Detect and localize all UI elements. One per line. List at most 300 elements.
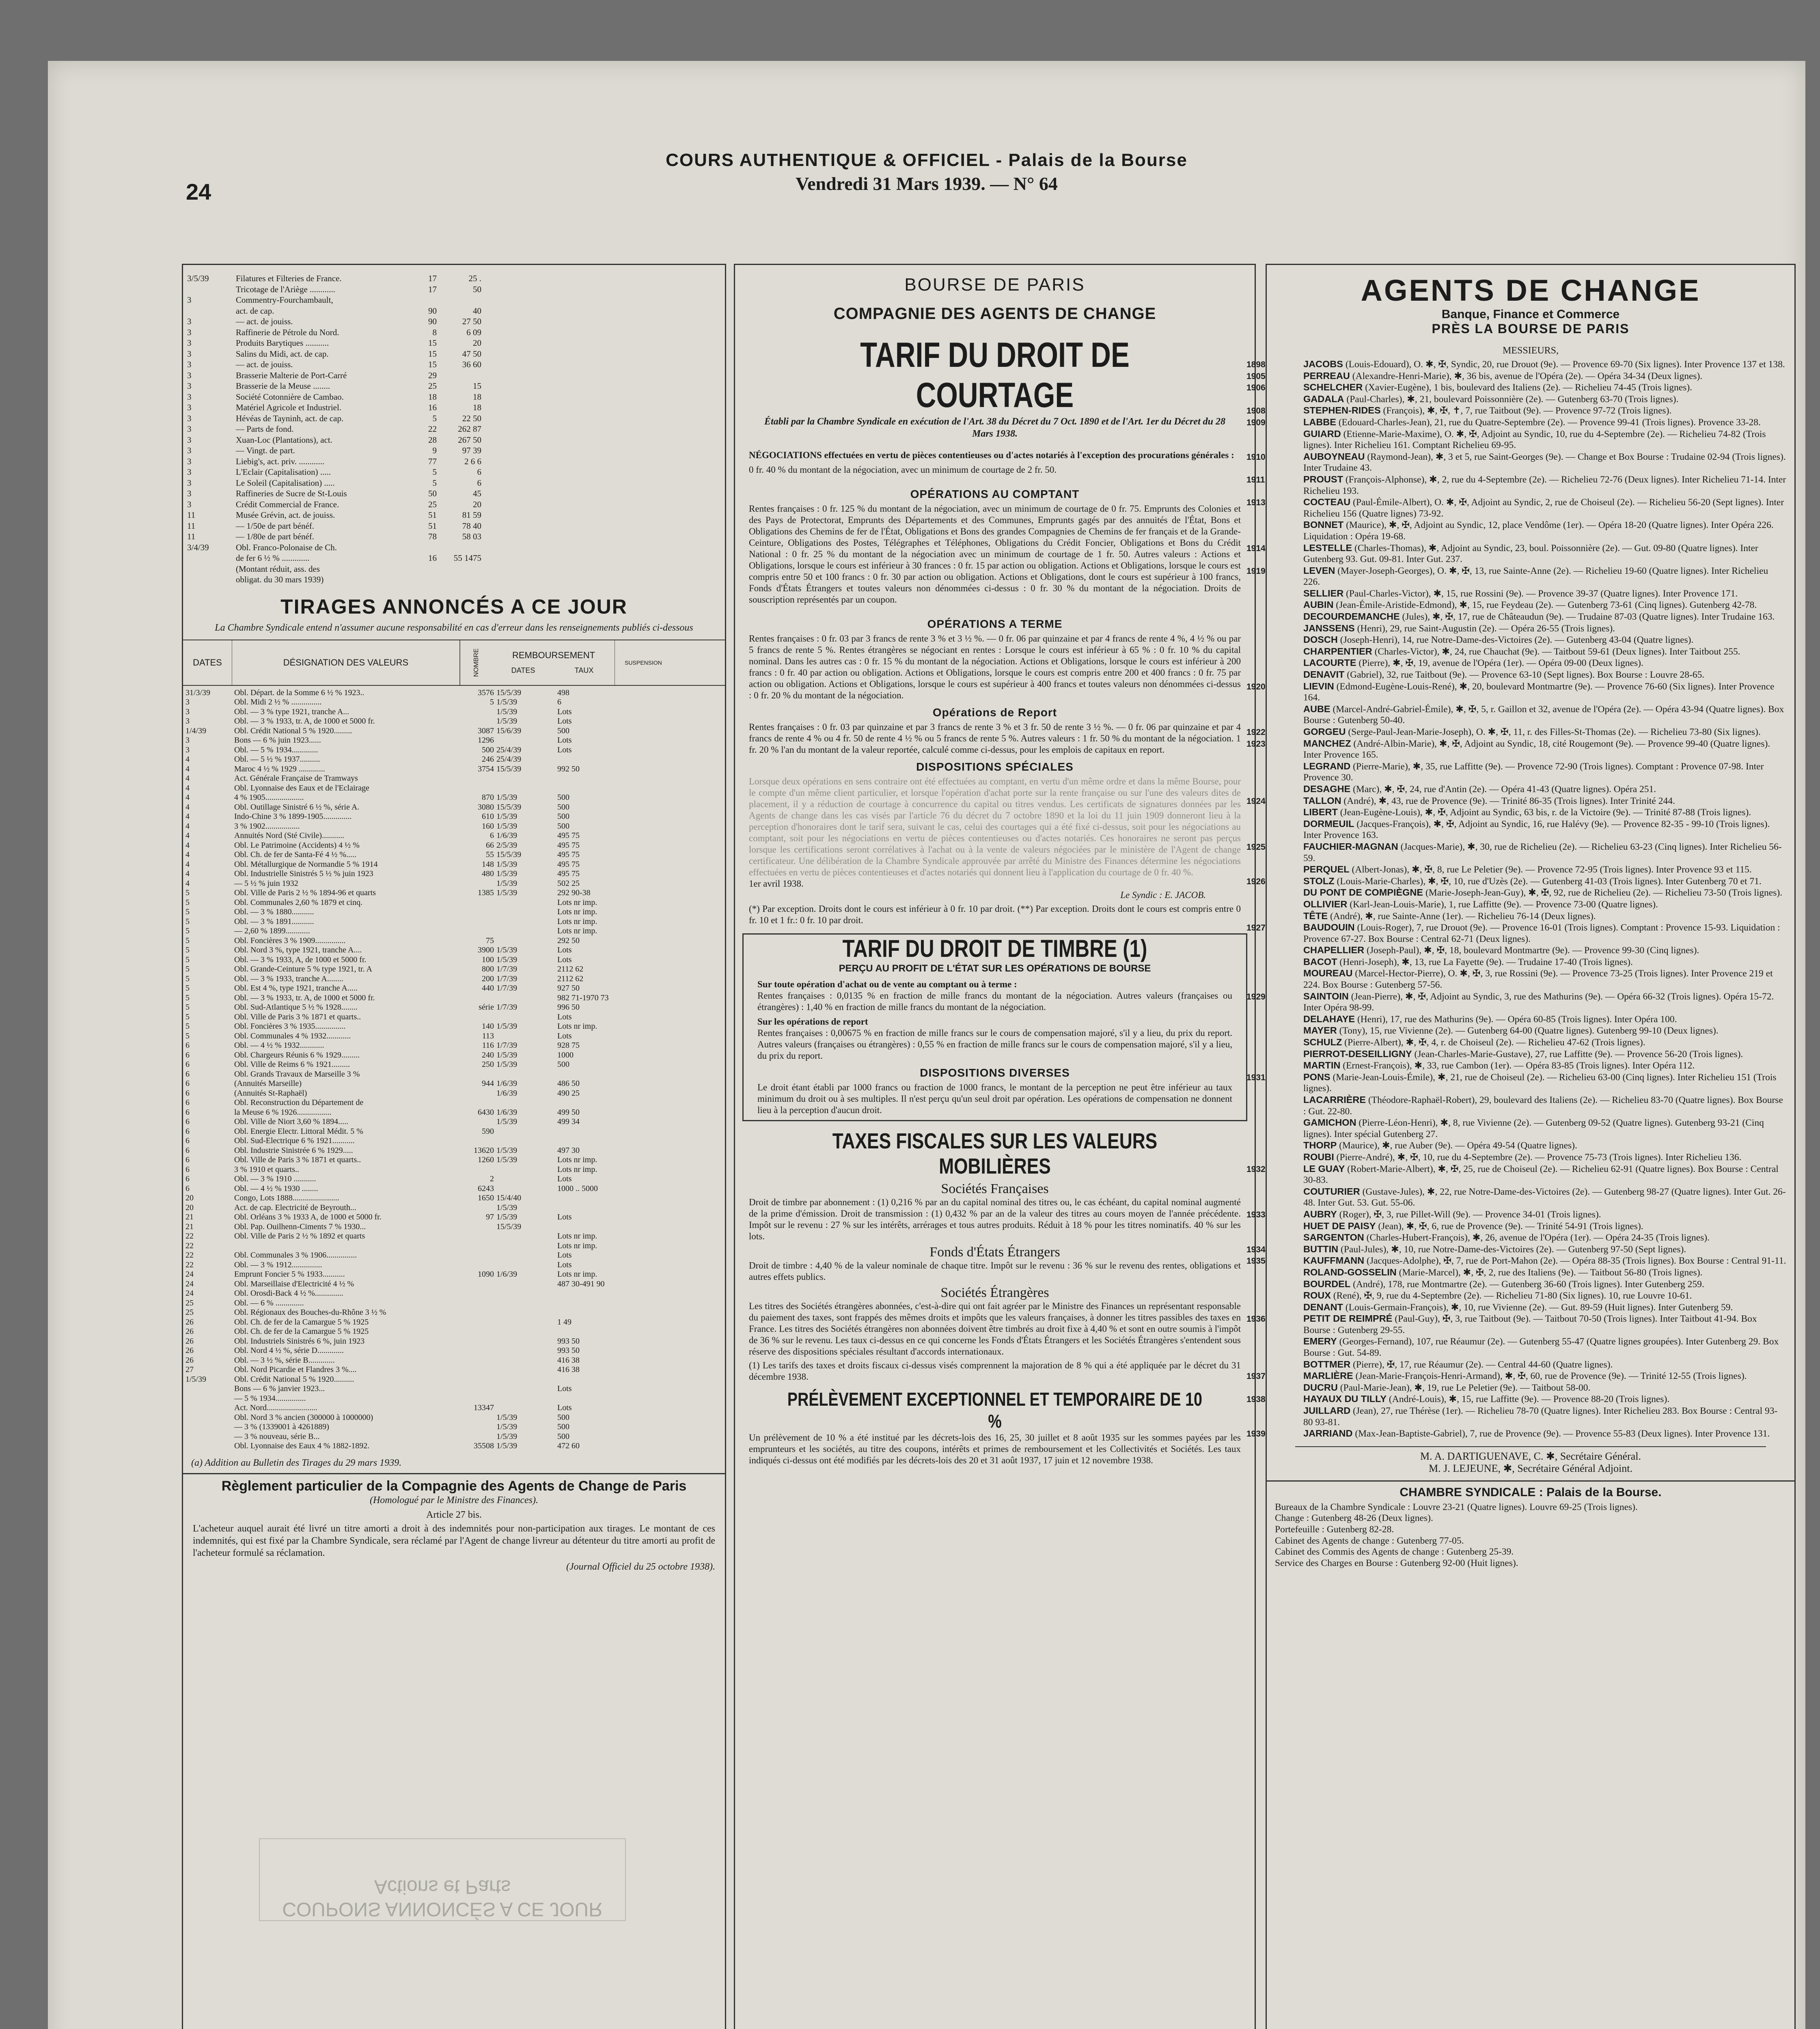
agent-details: (Pierre-Marie), ✱, 35, rue Laffitte (9e). — Provence 72-90 (Trois lignes). Comptant : Provence 07-98. Inter Provence 30. — [1303, 761, 1764, 783]
agent-details: (Karl-Jean-Louis-Marie), 1, rue Laffitte (9e). — Provence 73-00 (Quatre lignes). — [1350, 899, 1658, 910]
list-value: 78 — [428, 532, 437, 541]
cell-nb — [461, 1089, 496, 1099]
cell-dt — [496, 1299, 557, 1308]
table-row — [185, 1098, 722, 1108]
cell-nb — [461, 1308, 496, 1318]
cell-d: 4 — [185, 831, 190, 840]
cell-nb — [461, 1375, 496, 1385]
secretaire-adjoint: M. J. LEJEUNE, ✱, Secrétaire Général Adjoint. — [1429, 1462, 1632, 1474]
agent-year: 1923 — [1246, 739, 1266, 749]
list-item — [187, 349, 721, 360]
cell-n: Obl. Ch. de fer de la Camargue 5 % 1925 — [234, 1317, 369, 1327]
table-row — [185, 1327, 722, 1337]
agent-entry — [1275, 818, 1786, 841]
cell-nb: 55 — [486, 850, 494, 859]
cell-nb — [461, 1356, 496, 1366]
agent-name: SCHELCHER — [1303, 382, 1363, 393]
list-name: L'Eclair (Capitalisation) ..... — [236, 467, 331, 477]
secretaire-general: M. A. DARTIGUENAVE, C. ✱, Secrétaire Général. — [1420, 1450, 1641, 1462]
list-item — [187, 327, 721, 338]
timbre-head: Sur toute opération d'achat ou de vente au comptant ou à terme : — [757, 979, 1017, 989]
cell-d: 22 — [185, 1241, 194, 1250]
agent-details: (Charles-Hubert-François), ✱, 26, avenue de l'Opéra (1er). — Opéra 24-35 (Trois lignes). — [1366, 1232, 1710, 1243]
cell-t: 1000 — [557, 1050, 574, 1060]
cell-n: Obl. Energie Electr. Littoral Médit. 5 % — [234, 1127, 363, 1136]
table-row — [185, 1413, 722, 1423]
cell-n: Obl. Le Patrimoine (Accidents) 4 ½ % — [234, 840, 360, 850]
report-text: Rentes françaises : 0 fr. 03 par quinzaine et par 3 francs de rente 3 % et 3 fr. 50 de rente 3 ½ %. — 0 fr. 06 par quinzaine et par 4 francs de rente 4 % ou 4 fr. 50 de rente 4 ½ % ou 5 francs de rente 5 %. Autres valeurs : 1 fr. 50 % du montant de la négociation. 1 fr. 20 % l'an du montant de la valeur reportée, calculé comme ci-dessus, pour les emplois de capitaux en report. — [749, 722, 1241, 755]
list-name: Brasserie Malterie de Port-Carré — [236, 370, 347, 380]
list-value: 5 — [432, 467, 437, 477]
list-date: 3 — [187, 413, 192, 423]
agent-entry — [1275, 887, 1786, 899]
th-dates: DATES — [183, 640, 232, 685]
table-row — [185, 755, 722, 765]
agent-name: BONNET — [1303, 519, 1344, 530]
agent-details: (Paul-Charles), ✱, 21, boulevard Poissonnière (2e). — Gutenberg 63-70 (Trois lignes). — [1346, 394, 1679, 405]
agent-details: (Théodore-Raphaël-Robert), 29, boulevard des Italiens (2e). — Richelieu 83-70 (Quatre lignes). Box Bourse : Gut. 22-80. — [1303, 1095, 1783, 1117]
table-row — [185, 984, 722, 993]
list-date: 3 — [187, 489, 192, 498]
cell-t: Lots — [557, 946, 572, 954]
agent-entry — [1246, 1071, 1786, 1094]
agent-details: (Henri-Joseph), ✱, 13, rue La Fayette (9e). — Trudaine 17-40 (Trois lignes). — [1339, 956, 1633, 967]
table-row — [185, 736, 722, 745]
agent-name: DELAHAYE — [1303, 1013, 1355, 1024]
list-date — [187, 553, 236, 564]
cell-nb — [461, 1337, 496, 1346]
agent-entry — [1246, 1255, 1786, 1267]
list-date: 3 — [187, 360, 192, 369]
list-item — [187, 574, 721, 585]
cell-nb: 1385 — [478, 888, 494, 897]
table-row — [185, 745, 722, 755]
agent-name: DENANT — [1303, 1301, 1343, 1312]
th-remb-dates: DATES — [511, 666, 535, 674]
cell-n: Obl. Nord 3 % ancien (300000 à 1000000) — [234, 1413, 373, 1422]
cell-nb: série — [479, 1003, 494, 1012]
cell-d: 22 — [185, 1232, 194, 1241]
cell-nb: 480 — [482, 869, 494, 878]
soc-et-title: Sociétés Étrangères — [940, 1285, 1049, 1300]
table-row — [185, 1127, 722, 1137]
table-row — [185, 860, 722, 870]
cell-n: Obl. — 4 ½ % 1932............ — [234, 1041, 324, 1050]
cell-d — [185, 1441, 234, 1451]
cell-nb: 13620 — [474, 1146, 494, 1155]
cell-n: Obl. Communales 3 % 1906............... — [234, 1251, 357, 1260]
cell-dt — [496, 936, 557, 946]
cell-t: 992 50 — [557, 764, 580, 773]
agent-details: (Albert-Jonas), ✱, ✠, 8, rue Le Peletier (9e). — Provence 72-95 (Trois lignes). Inter Provence 93 et 115. — [1352, 864, 1752, 875]
agent-details: (Paul-Marie-Jean), ✱, 19, rue Le Peletier (9e). — Taitbout 58-00. — [1340, 1382, 1591, 1393]
agent-name: DENAVIT — [1303, 669, 1345, 680]
agent-entry — [1246, 359, 1786, 370]
agent-name: OLLIVIER — [1303, 898, 1348, 909]
agent-details: (Edouard-Charles-Jean), 21, rue du Quatre-Septembre (2e). — Provence 99-41 (Trois lignes). Provence 33-28. — [1338, 417, 1761, 428]
agent-details: (Marcel-André-Gabriel-Émile), ✱, ✠, 5, r. Gaillon et 32, avenue de l'Opéra (2e). — Opéra 43-94 (Quatre lignes). Box Bourse : Gutenberg 50-40. — [1303, 704, 1784, 726]
cell-d: 4 — [185, 859, 190, 869]
list-rate: 18 — [473, 392, 481, 402]
agent-entry — [1275, 761, 1786, 784]
cell-d: 5 — [185, 898, 190, 907]
cell-d — [185, 1403, 234, 1413]
cell-nb — [461, 1070, 496, 1079]
agent-name: PERREAU — [1303, 370, 1350, 381]
prelevement-text: Un prélèvement de 10 % a été institué par les décrets-lois des 16, 25, 30 juillet et 8 août 1935 sur les sommes payées par les emprunteurs et les sociétés, au titre des coupons, intérêts et primes de remboursement et les Collectivités et Sociétés. Les taux indiqués ci-dessus ont été modifiés par les décrets-lois des 20 et 31 août 1937, 17 juin et 12 novembre 1938. — [749, 1432, 1241, 1465]
cell-dt — [496, 917, 557, 927]
agent-details: (René), ✠, 9, rue du 4-Septembre (2e). — Richelieu 71-80 (Six lignes). 10, rue Louvre 10-61. — [1333, 1290, 1692, 1301]
list-name: Raffinerie de Pétrole du Nord. — [236, 327, 339, 337]
list-value: 29 — [428, 370, 437, 380]
cell-t: 498 — [557, 688, 569, 697]
cell-t — [557, 1375, 618, 1385]
list-item — [187, 284, 721, 295]
list-item — [187, 510, 721, 521]
exceptions: (*) Par exception. Droits dont le cours est inférieur à 0 fr. 10 par droit. (**) Par exception. Droits dont le cours est compris entre 0 fr. 10 et 1 fr.: 0 fr. 10 par droit. — [749, 904, 1241, 925]
cell-nb — [461, 717, 496, 726]
table-row — [185, 698, 722, 707]
cell-n: Obl. Nord 4 ½ %, série D............. — [234, 1346, 344, 1355]
list-rate: 58 03 — [462, 532, 481, 541]
agent-entry — [1275, 394, 1786, 405]
table-row — [185, 1251, 722, 1260]
th-designation: DÉSIGNATION DES VALEURS — [232, 640, 460, 685]
list-item — [187, 435, 721, 446]
cell-dt — [496, 907, 557, 917]
list-name: act. de cap. — [236, 306, 274, 316]
cell-dt: 1/6/39 — [496, 831, 518, 840]
list-value: 90 — [428, 306, 437, 316]
cell-nb: 1260 — [478, 1155, 494, 1164]
cell-nb — [461, 1012, 496, 1022]
comptant-title: OPÉRATIONS AU COMPTANT — [910, 488, 1080, 500]
cell-n: 4 % 1905................... — [234, 793, 304, 802]
agent-year: 1913 — [1246, 498, 1266, 508]
page-header — [48, 150, 1805, 194]
cell-t: Lots nr imp. — [557, 1165, 597, 1174]
taxes-title: TAXES FISCALES SUR LES VALEURS MOBILIÈRES — [832, 1129, 1158, 1178]
list-value — [382, 564, 437, 575]
agent-entry — [1246, 565, 1786, 588]
cell-t: 6 — [557, 698, 561, 706]
cell-dt: 15/5/39 — [496, 802, 522, 812]
cell-d: 4 — [185, 764, 190, 773]
agent-details: (Louis-Marie-Charles), ✱, ✠, 10, rue d'Uzès (2e). — Gutenberg 41-03 (Trois lignes). Inter Gutenberg 70 et 71. — [1337, 876, 1762, 887]
agent-entry — [1246, 841, 1786, 864]
agent-details: (Tony), 15, rue Vivienne (2e). — Gutenberg 64-00 (Quatre lignes). Gutenberg 99-10 (Deux lignes). — [1339, 1025, 1719, 1036]
cell-n: Annuités Nord (Sté Civile)........... — [234, 831, 345, 840]
cell-n: Bons — 6 % janvier 1923... — [234, 1384, 325, 1393]
agent-year: 1938 — [1246, 1395, 1266, 1404]
list-name: — 1/80e de part bénéf. — [236, 532, 315, 541]
agent-name: COCTEAU — [1303, 497, 1351, 508]
agent-details: (Charles-Thomas), ✱, Adjoint au Syndic, 23, boul. Poissonnière (2e). — Gut. 09-80 (Quatre lignes). Inter Gutenberg 93. Gut. 09-81. Inter Gut. 237. — [1303, 543, 1758, 565]
list-name: Filatures et Filteries de France. — [236, 274, 342, 283]
agent-name: AUBOYNEAU — [1303, 451, 1365, 462]
list-date: 3 — [187, 478, 192, 488]
agent-name: MANCHEZ — [1303, 738, 1351, 749]
list-name: Le Soleil (Capitalisation) ..... — [236, 478, 335, 488]
cell-n: 3 % 1902................. — [234, 821, 300, 831]
table-row — [185, 1384, 722, 1394]
cell-dt: 15/6/39 — [496, 726, 522, 735]
th-remb-taux: TAUX — [574, 666, 594, 674]
cell-nb — [461, 1346, 496, 1356]
cell-nb: 200 — [482, 974, 494, 983]
agent-entry — [1246, 1313, 1786, 1336]
cell-dt — [496, 1403, 557, 1413]
agent-name: BOTTMER — [1303, 1359, 1351, 1370]
cell-n: Obl. Lyonnaise des Eaux 4 % 1882-1892. — [234, 1441, 370, 1450]
table-row — [185, 1318, 722, 1327]
agent-name: GADALA — [1303, 393, 1344, 404]
table-row — [185, 1184, 722, 1194]
list-item — [187, 456, 721, 467]
list-name: — act. de jouiss. — [236, 360, 293, 369]
list-name: — 1/50e de part bénéf. — [236, 521, 315, 531]
table-row — [185, 1193, 722, 1203]
cell-t: 2112 62 — [557, 965, 584, 974]
agent-name: LESTELLE — [1303, 542, 1352, 553]
agent-details: (Marcel-Hector-Pierre), O. ✱, ✠, 3, rue Rossini (9e). — Provence 73-25 (Trois lignes). Inter Provence 219 et 224. Box Bourse : Gutenberg 57-56. — [1303, 968, 1773, 991]
cell-t: 996 50 — [557, 1003, 580, 1012]
agent-entry — [1246, 474, 1786, 497]
list-item — [187, 445, 721, 456]
table-row — [185, 688, 722, 698]
cell-nb: 75 — [486, 936, 494, 945]
chambre-title: CHAMBRE SYNDICALE : Palais de la Bourse. — [1400, 1485, 1662, 1499]
list-value: 28 — [428, 435, 437, 445]
agent-name: TÊTE — [1303, 910, 1328, 921]
table-row — [185, 936, 722, 946]
cell-nb — [461, 1203, 496, 1213]
agent-entry — [1275, 634, 1786, 646]
list-date: 3 — [187, 467, 192, 477]
agent-details: (Marie-Joseph-Jean-Guy), ✱, ✠, 92, rue de Richelieu (2e). — Richelieu 73-50 (Trois lignes). — [1425, 887, 1783, 898]
cell-t: Lots — [557, 745, 572, 754]
agent-name: CHAPELLIER — [1303, 945, 1365, 956]
table-row — [185, 717, 722, 726]
cell-n: Obl. Métallurgique de Normandie 5 % 1914 — [234, 859, 378, 869]
cell-dt: 1/7/39 — [496, 1041, 518, 1050]
list-date: 3/5/39 — [187, 274, 209, 283]
agent-name: LABBE — [1303, 416, 1336, 427]
table-row — [185, 1241, 722, 1251]
table-row — [185, 1203, 722, 1213]
agent-name: SARGENTON — [1303, 1232, 1364, 1243]
cell-dt — [496, 1232, 557, 1241]
cell-dt: 1/6/39 — [496, 1079, 518, 1088]
agent-year: 1919 — [1246, 566, 1266, 576]
agent-year: 1939 — [1246, 1429, 1266, 1439]
taxes-note: (1) Les tarifs des taxes et droits fiscaux ci-dessus visés comprennent la majoration de 8 % qui a été appliquée par le décret du 31 décembre 1938. — [749, 1360, 1241, 1382]
cell-n: Obl. Grands Travaux de Marseille 3 % — [234, 1069, 360, 1079]
agent-details: (Ernest-François), ✱, 33, rue Cambon (1er). — Opéra 83-85 (Trois lignes). Inter Opéra 112. — [1343, 1060, 1695, 1071]
agent-name: LACARRIÈRE — [1303, 1094, 1366, 1105]
cell-dt — [496, 1346, 557, 1356]
cell-n: — 3 % nouveau, série B... — [234, 1432, 320, 1441]
cell-n: Obl. — 3 % type 1921, tranche A... — [234, 707, 349, 716]
list-rate — [437, 574, 481, 585]
list-date: 3 — [187, 338, 192, 348]
agent-name: EMERY — [1303, 1336, 1337, 1347]
agent-name: DORMEUIL — [1303, 818, 1354, 829]
cell-t: 500 — [557, 726, 569, 735]
cell-d: 5 — [185, 888, 190, 897]
table-row — [185, 793, 722, 803]
list-rate: 6 — [477, 467, 481, 477]
cell-dt — [496, 1241, 557, 1251]
list-value: 16 — [428, 553, 437, 563]
list-rate: 2 6 6 — [464, 456, 481, 466]
cell-t: 472 60 — [557, 1441, 580, 1450]
table-row — [185, 803, 722, 812]
list-date: 3 — [187, 392, 192, 402]
cell-n: Obl. Départ. de la Somme 6 ½ % 1923.. — [234, 688, 364, 697]
cell-dt: 1/5/39 — [496, 1146, 518, 1155]
list-name: Commentry-Fourchambault, — [236, 295, 333, 305]
agent-entry — [1275, 623, 1786, 635]
agent-details: (Jean-Émile-Aristide-Edmond), ✱, 15, rue Feydeau (2e). — Gutenberg 73-61 (Cinq lignes). Gutenberg 42-78. — [1336, 600, 1757, 611]
cell-nb — [461, 1432, 496, 1442]
table-row — [185, 965, 722, 974]
cell-dt — [496, 993, 557, 1003]
cell-dt — [496, 1174, 557, 1184]
cell-nb: 140 — [482, 1022, 494, 1031]
agent-entry — [1275, 1267, 1786, 1279]
timbre-title: TARIF DU DROIT DE TIMBRE (1) — [842, 935, 1147, 962]
agents-list — [1246, 359, 1786, 1440]
agent-entry — [1275, 1382, 1786, 1394]
agent-details: (Paul-Charles-Victor), ✱, 15, rue Rossini (9e). — Provence 39-37 (Quatre lignes). Inter Provence 171. — [1346, 588, 1738, 599]
agent-details: (Pierre), ✠, 17, rue Réaumur (2e). — Central 44-60 (Quatre lignes). — [1353, 1359, 1613, 1370]
agent-details: (François-Alphonse), ✱, 2, rue du 4-Septembre (2e). — Richelieu 72-76 (Deux lignes). Inter Richelieu 71-14. Inter Richelieu 193. — [1303, 474, 1786, 496]
cell-t: Lots nr imp. — [557, 926, 597, 935]
cell-dt: 1/5/39 — [496, 1203, 518, 1212]
list-date — [187, 574, 236, 585]
agent-details: (André), 178, rue Montmartre (2e). — Gutenberg 36-60 (Trois lignes). Inter Gutenberg 259. — [1353, 1279, 1704, 1290]
th-nombre: NOMBRE — [460, 640, 493, 685]
agent-name: THORP — [1303, 1140, 1337, 1151]
cell-d: 5 — [185, 974, 190, 983]
report-title: Opérations de Report — [932, 706, 1057, 719]
cell-dt — [496, 1308, 557, 1318]
list-date: 3 — [187, 370, 192, 380]
list-value: 25 — [428, 381, 437, 391]
table-row — [185, 1146, 722, 1156]
agent-year: 1898 — [1246, 360, 1266, 369]
agent-name: GORGEU — [1303, 726, 1346, 737]
table-row — [185, 841, 722, 851]
cell-d: 5 — [185, 1022, 190, 1031]
agent-year: 1931 — [1246, 1073, 1266, 1082]
table-row — [185, 1155, 722, 1165]
reglement-source: (Journal Officiel du 25 octobre 1938). — [566, 1561, 715, 1572]
list-date: 3/4/39 — [187, 542, 209, 552]
table-row — [185, 1117, 722, 1127]
cell-nb: 6243 — [478, 1184, 494, 1193]
cell-n: Obl. — 3 % 1933, A, de 1000 et 5000 fr. — [234, 955, 367, 964]
cell-n: 3 % 1910 et quarts.. — [234, 1165, 299, 1174]
cell-d: 6 — [185, 1174, 190, 1183]
cell-dt: 25/4/39 — [496, 745, 522, 754]
list-date — [187, 306, 236, 317]
agent-details: (Pierre-André), ✱, ✠, 10, rue du 4-Septembre (2e). — Provence 75-73 (Trois lignes). Inter Richelieu 136. — [1336, 1152, 1742, 1163]
table-row — [185, 1041, 722, 1051]
agent-entry — [1275, 1094, 1786, 1117]
list-value: 16 — [428, 403, 437, 412]
cell-dt: 1/5/39 — [496, 1117, 518, 1126]
agent-entry — [1275, 1152, 1786, 1163]
agents-title: AGENTS DE CHANGE — [1361, 274, 1701, 307]
agent-year: 1914 — [1246, 543, 1266, 553]
cell-dt — [496, 1375, 557, 1385]
cell-t — [557, 1193, 618, 1203]
cell-dt — [496, 1365, 557, 1375]
cell-nb: 97 — [486, 1213, 494, 1221]
agent-name: LEGRAND — [1303, 760, 1351, 771]
cell-n: Obl. Ville de Paris 2 ½ % 1894-96 et quarts — [234, 888, 376, 897]
cell-n: Emprunt Foncier 5 % 1933........... — [234, 1270, 345, 1279]
agent-year: 1905 — [1246, 371, 1266, 381]
table-row — [185, 1441, 722, 1451]
reglement-title: Règlement particulier de la Compagnie des Agents de Change de Paris — [221, 1478, 687, 1494]
table-row — [185, 946, 722, 955]
timbre-text: Rentes françaises : 0,0135 % en fraction de mille francs du montant de la négociation. Autres valeurs (françaises ou étrangères) : 1,40 % en fraction de mille francs du montant de la négociation. — [757, 991, 1232, 1012]
report-ops-head: Sur les opérations de report — [757, 1017, 868, 1027]
list-value: 17 — [428, 274, 437, 283]
cell-dt — [496, 1337, 557, 1346]
table-row — [185, 726, 722, 736]
list-value: 22 — [428, 424, 437, 434]
agent-details: (Louis-Roger), 7, rue Drouot (9e). — Provence 16-01 (Trois lignes). Comptant : Provence 15-93. Liquidation : Provence 67-27. Box Bourse : Central 62-71 (Deux lignes). — [1303, 922, 1780, 944]
cell-n: (Annuités Marseille) — [234, 1079, 302, 1088]
tirages-table-body — [185, 688, 722, 1451]
agent-year: 1908 — [1246, 406, 1266, 416]
compagnie-title: COMPAGNIE DES AGENTS DE CHANGE — [833, 305, 1156, 323]
list-name: Salins du Midi, act. de cap. — [236, 349, 329, 359]
list-rate: 6 09 — [466, 327, 481, 337]
agent-year: 1932 — [1246, 1164, 1266, 1174]
agent-name: GAMICHON — [1303, 1117, 1356, 1128]
list-rate: 25 . — [468, 274, 481, 283]
list-name: Produits Barytiques ........... — [236, 338, 329, 348]
list-date: 11 — [187, 510, 196, 520]
cell-dt: 1/7/39 — [496, 984, 518, 993]
terme-title: OPÉRATIONS A TERME — [927, 618, 1063, 630]
agent-entry — [1246, 382, 1786, 394]
cell-t: Lots — [557, 1260, 572, 1269]
cell-t: Lots nr imp. — [557, 1155, 597, 1164]
agent-entry — [1275, 1037, 1786, 1049]
cell-nb: 1650 — [478, 1193, 494, 1202]
agent-details: (Gabriel), 32, rue Taitbout (9e). — Provence 63-10 (Sept lignes). Box Bourse : Louvre 28-65. — [1347, 670, 1705, 681]
cell-t: 495 75 — [557, 859, 580, 869]
cell-nb: 500 — [482, 745, 494, 754]
cell-n: Obl. Industriels Sinistrés 6 %, juin 1923 — [234, 1336, 365, 1346]
cell-n: Obl. — 3 % 1933, tranche A........ — [234, 974, 343, 983]
agent-details: (Paul-Guy), ✠, 3, rue Taitbout (9e). — Taitbout 70-50 (Trois lignes). Inter Taitbout 41-94. Box Bourse : Gutenberg 29-55. — [1303, 1314, 1757, 1335]
list-item — [187, 392, 721, 403]
cell-nb — [461, 907, 496, 917]
cell-d: 5 — [185, 1012, 190, 1021]
cell-d: 3 — [185, 717, 190, 726]
list-item — [187, 553, 721, 564]
agent-details: (Mayer-Joseph-Georges), O. ✱, ✠, 13, rue Sainte-Anne (2e). — Richelieu 19-60 (Quatre lignes). Inter Richelieu 226. — [1303, 565, 1768, 588]
agent-entry — [1275, 1290, 1786, 1302]
agent-name: BACOT — [1303, 956, 1337, 967]
